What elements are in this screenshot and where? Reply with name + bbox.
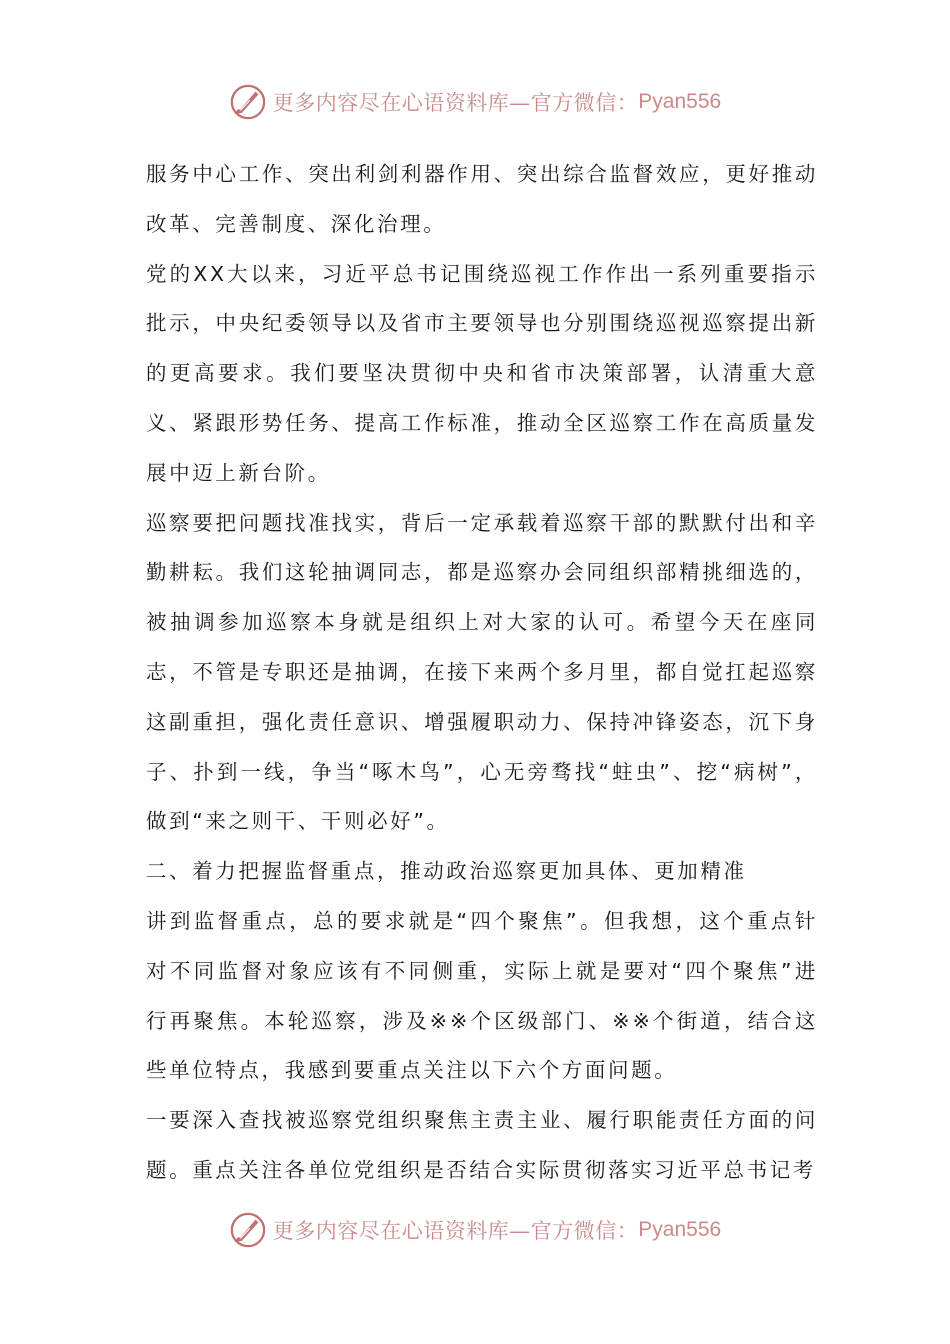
watermark-wechat-id: Pyan556: [638, 1218, 722, 1241]
paragraph: 党的XX大以来，习近平总书记围绕巡视工作作出一系列重要指示批示，中央纪委领导以及省市主要领导也分别围绕巡视巡察提出新的更高要求。我们要坚决贯彻中央和省市决策部署，认清重大意义、紧跟形势任务、提高工作标准，推动全区巡察工作在高质量发展中迈上新台阶。: [146, 261, 818, 485]
watermark-wechat-id: Pyan556: [638, 90, 722, 113]
quill-logo-icon: [229, 83, 267, 121]
paragraph: 服务中心工作、突出利剑利器作用、突出综合监督效应，更好推动改革、完善制度、深化治理。: [146, 162, 818, 236]
watermark-text: 更多内容尽在心语资料库—官方微信：: [272, 1219, 639, 1243]
footer-watermark: [0, 1210, 950, 1250]
document-body: [146, 150, 818, 1196]
section-heading: 二、着力把握监督重点，推动政治巡察更加具体、更加精准: [146, 859, 747, 884]
paragraph: 讲到监督重点，总的要求就是“四个聚焦”。但我想，这个重点针对不同监督对象应该有不同侧重，实际上就是要对“四个聚焦”进行再聚焦。本轮巡察，涉及※※个区级部门、※※个街道，结合这些单位特点，我感到要重点关注以下六个方面问题。: [146, 908, 818, 1083]
paragraph: 巡察要把问题找准找实，背后一定承载着巡察干部的默默付出和辛勤耕耘。我们这轮抽调同志，都是巡察办会同组织部精挑细选的，被抽调参加巡察本身就是组织上对大家的认可。希望今天在座同志，不管是专职还是抽调，在接下来两个多月里，都自觉扛起巡察这副重担，强化责任意识、增强履职动力、保持冲锋姿态，沉下身子、扑到一线，争当“啄木鸟”，心无旁骛找“蛀虫”、挖“病树”，做到“来之则干、干则必好”。: [146, 510, 818, 834]
watermark-text: 更多内容尽在心语资料库—官方微信：: [272, 91, 639, 115]
paragraph: 一要深入查找被巡察党组织聚焦主责主业、履行职能责任方面的问题。重点关注各单位党组织是否结合实际贯彻落实习近平总书记考: [146, 1108, 818, 1182]
quill-logo-icon: [229, 1211, 267, 1249]
header-watermark: [0, 82, 950, 122]
